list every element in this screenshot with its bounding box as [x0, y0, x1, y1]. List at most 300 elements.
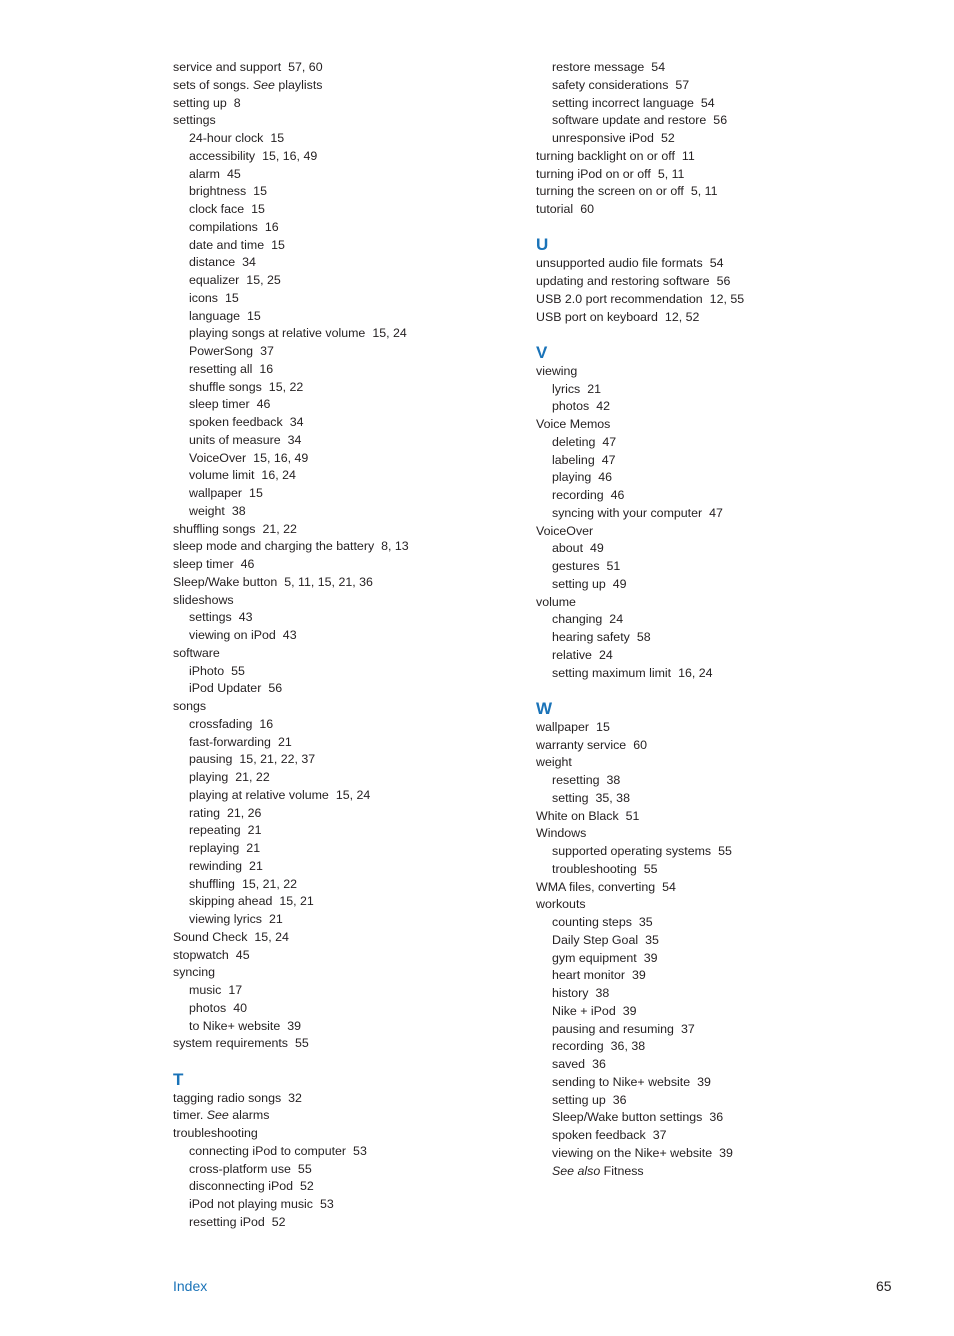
index-subentry	[536, 665, 866, 683]
page-references: 5, 11	[690, 184, 718, 199]
page-references: 15	[270, 131, 285, 145]
entry-term: tutorial	[536, 202, 574, 216]
entry-term: history	[552, 986, 589, 1000]
page-references: 21	[249, 858, 263, 873]
page-references: 56	[716, 274, 731, 288]
page-references: 15, 22	[268, 379, 304, 394]
entry-term: wallpaper	[189, 486, 243, 500]
entry-term: rating	[189, 805, 220, 820]
entry-term: warranty service	[536, 737, 627, 752]
index-subentry	[173, 219, 503, 237]
entry-term: setting incorrect language	[552, 95, 694, 110]
entry-term: viewing on the Nike+ website	[552, 1145, 713, 1160]
page-references: 39	[622, 1003, 637, 1018]
entry-term: viewing on iPod	[189, 628, 276, 642]
entry-term: 24-hour clock	[189, 131, 264, 145]
entry-term: syncing with your computer	[552, 505, 703, 520]
index-entry	[173, 1125, 503, 1143]
page-references: 21	[247, 823, 262, 838]
index-entry	[536, 523, 866, 541]
index-subentry	[536, 772, 866, 790]
page-references: 21	[246, 841, 261, 855]
entry-term: Voice Memos	[536, 417, 611, 431]
index-entry	[173, 112, 503, 130]
page-references: 16, 24	[678, 665, 713, 680]
entry-term: viewing lyrics	[189, 912, 262, 926]
page-number: 65	[876, 1278, 892, 1294]
entry-term: sleep timer	[189, 397, 250, 412]
entry-term: timer.	[173, 1108, 207, 1123]
index-subentry	[536, 1056, 866, 1074]
index-entry	[536, 719, 866, 737]
entry-term: turning iPod on or off	[536, 166, 651, 181]
page-references: 39	[287, 1018, 302, 1033]
page-references: 21	[277, 734, 292, 749]
entry-term: gym equipment	[552, 950, 637, 965]
page-references: 16, 24	[261, 468, 296, 483]
page-references: 45	[226, 166, 241, 181]
index-subentry	[536, 558, 866, 576]
index-entry	[173, 77, 503, 95]
entry-term: repeating	[189, 823, 241, 838]
entry-term: resetting iPod	[189, 1214, 265, 1229]
page-references: 51	[606, 559, 621, 573]
page-references: 39	[697, 1074, 711, 1089]
entry-term: Sound Check	[173, 929, 248, 944]
index-subentry	[536, 611, 866, 629]
index-subentry	[173, 396, 503, 414]
page-references: 34	[289, 415, 304, 429]
page-references: 45	[235, 947, 250, 962]
index-subentry	[536, 1092, 866, 1110]
index-subentry	[536, 967, 866, 985]
page-references: 15	[271, 237, 285, 252]
page-references: 56	[268, 681, 283, 696]
entry-term: setting up	[552, 576, 606, 591]
entry-term: weight	[536, 755, 572, 770]
entry-term: resetting	[552, 773, 600, 787]
index-entry	[173, 1035, 503, 1053]
index-subentry	[536, 452, 866, 470]
index-subentry	[173, 769, 503, 787]
entry-term: hearing safety	[552, 630, 630, 644]
index-subentry	[173, 609, 503, 627]
index-subentry	[536, 1038, 866, 1056]
footer-section-label: Index	[173, 1278, 208, 1294]
index-entry	[173, 947, 503, 965]
index-entry	[536, 291, 866, 309]
entry-term: pausing and resuming	[552, 1021, 674, 1036]
index-subentry	[536, 381, 866, 399]
index-entry	[173, 556, 503, 574]
index-subentry	[173, 201, 503, 219]
entry-term: tagging radio songs	[173, 1090, 282, 1105]
entry-term: White on Black	[536, 808, 619, 823]
page-references: 35	[638, 915, 653, 929]
entry-term: viewing	[536, 363, 578, 378]
index-subentry	[536, 487, 866, 505]
index-entry	[173, 95, 503, 113]
entry-term: clock face	[189, 202, 245, 216]
page-references: 15	[251, 202, 265, 216]
entry-term: date and time	[189, 237, 265, 252]
entry-term: to Nike+ website	[189, 1018, 281, 1033]
index-subentry	[173, 485, 503, 503]
index-subentry	[536, 914, 866, 932]
entry-term: about	[552, 541, 584, 556]
entry-term: turning backlight on or off	[536, 148, 675, 163]
page-references: 37	[652, 1128, 667, 1142]
index-column-right	[536, 59, 866, 1180]
index-subentry	[173, 361, 503, 379]
index-subentry	[173, 822, 503, 840]
page-references: 15, 24	[254, 929, 289, 944]
page-references: 16	[259, 361, 274, 376]
entry-term: updating and restoring software	[536, 274, 710, 288]
entry-term: shuffling songs	[173, 521, 256, 536]
page-references: 46	[598, 470, 613, 485]
index-subentry	[173, 254, 503, 272]
index-entry	[536, 594, 866, 612]
entry-term: unresponsive iPod	[552, 131, 654, 145]
page-references: 54	[709, 256, 724, 271]
page-references: 38	[606, 773, 621, 787]
entry-term: Windows	[536, 826, 587, 841]
page-references: 15, 16, 49	[262, 148, 318, 163]
page-references: 39	[719, 1145, 733, 1160]
page-references: 60	[580, 202, 594, 216]
page-references: 34	[242, 255, 256, 270]
index-subentry	[173, 911, 503, 929]
entry-term: troubleshooting	[552, 861, 637, 876]
entry-term: changing	[552, 612, 603, 627]
entry-term: Sleep/Wake button	[173, 574, 278, 589]
index-subentry	[173, 467, 503, 485]
index-entry	[173, 59, 503, 77]
page-references: 46	[256, 397, 271, 412]
entry-term: crossfading	[189, 716, 253, 731]
entry-term: troubleshooting	[173, 1126, 258, 1140]
page-references: 38	[595, 986, 610, 1000]
page-references: 49	[590, 541, 604, 556]
entry-term: distance	[189, 255, 236, 270]
page-references: 39	[643, 950, 658, 965]
entry-term: playing	[189, 770, 229, 784]
index-subentry	[173, 858, 503, 876]
page-references: 55	[297, 1161, 312, 1176]
page-references: 15	[249, 486, 263, 500]
entry-term: setting up	[173, 95, 227, 110]
page-references: 21	[268, 912, 283, 926]
entry-term: iPod Updater	[189, 681, 262, 696]
entry-term: safety considerations	[552, 77, 669, 92]
index-column-left	[173, 59, 503, 1232]
cross-reference-target: alarms	[228, 1108, 270, 1123]
index-entry	[536, 754, 866, 772]
entry-term: iPod not playing music	[189, 1197, 313, 1211]
page-references: 15, 16, 49	[253, 450, 309, 465]
page-references: 16	[264, 219, 279, 234]
entry-term: wallpaper	[536, 719, 590, 734]
index-subentry	[173, 751, 503, 769]
index-entry	[536, 363, 866, 381]
entry-term: recording	[552, 488, 604, 502]
entry-term: VoiceOver	[536, 523, 594, 538]
page-references: 24	[609, 612, 624, 627]
index-subentry	[173, 787, 503, 805]
entry-term: setting	[552, 790, 589, 805]
entry-term: USB 2.0 port recommendation	[536, 291, 703, 306]
page-references: 15	[224, 290, 239, 305]
entry-term: language	[189, 308, 240, 323]
index-subentry	[536, 629, 866, 647]
index-subentry	[173, 414, 503, 432]
entry-term: supported operating systems	[552, 844, 712, 858]
entry-term: restore message	[552, 60, 645, 74]
page-references: 8	[233, 95, 241, 110]
cross-reference-label: See	[206, 1108, 229, 1123]
index-subentry	[173, 183, 503, 201]
page-references: 15	[253, 184, 267, 199]
page-references: 12, 55	[709, 291, 745, 306]
index-entry	[173, 964, 503, 982]
entry-term: sleep mode and charging the battery	[173, 539, 375, 554]
entry-term: brightness	[189, 184, 247, 199]
entry-term: photos	[552, 399, 590, 414]
entry-term: software update and restore	[552, 113, 707, 128]
page-references: 54	[700, 95, 715, 110]
index-entry	[536, 808, 866, 826]
index-subentry	[173, 893, 503, 911]
page-references: 34	[287, 432, 302, 447]
entry-term: compilations	[189, 219, 258, 234]
page-references: 55	[295, 1036, 309, 1051]
entry-term: connecting iPod to computer	[189, 1143, 347, 1158]
entry-term: volume	[536, 594, 576, 609]
entry-term: Daily Step Goal	[552, 932, 639, 947]
entry-term: music	[189, 983, 222, 997]
entry-term: spoken feedback	[189, 415, 283, 429]
entry-term: replaying	[189, 841, 240, 855]
entry-term: workouts	[536, 897, 586, 912]
index-subentry	[536, 434, 866, 452]
page-references: 21	[587, 381, 602, 396]
index-subentry	[536, 469, 866, 487]
entry-term: disconnecting iPod	[189, 1179, 294, 1194]
page-references: 47	[709, 505, 723, 520]
page-references: 38	[231, 503, 246, 518]
page-references: 32	[288, 1090, 302, 1105]
index-subentry	[173, 1000, 503, 1018]
index-entry	[536, 183, 866, 201]
section-letter-heading: U	[536, 235, 549, 255]
page-references: 16	[259, 716, 274, 731]
entry-term: equalizer	[189, 273, 240, 287]
page-references: 43	[282, 628, 297, 642]
index-subentry	[173, 734, 503, 752]
index-subentry	[536, 540, 866, 558]
index-entry	[173, 1107, 503, 1125]
entry-term: songs	[173, 699, 207, 713]
index-subentry	[536, 1145, 866, 1163]
page-references: 36	[709, 1110, 724, 1125]
entry-term: heart monitor	[552, 968, 626, 983]
index-subentry	[173, 148, 503, 166]
page-references: 21, 22	[235, 770, 270, 784]
index-subentry	[173, 982, 503, 1000]
page-references: 43	[238, 610, 253, 625]
entry-term: PowerSong	[189, 344, 254, 358]
index-subentry	[536, 843, 866, 861]
index-subentry	[173, 325, 503, 343]
page-references: 11	[681, 148, 695, 163]
page-references: 12, 52	[664, 309, 700, 324]
index-subentry	[536, 1003, 866, 1021]
page-references: 15, 21, 22	[241, 876, 298, 891]
cross-reference-target: Fitness	[600, 1163, 644, 1178]
index-entry	[173, 1090, 503, 1108]
page-references: 15, 24	[335, 787, 371, 802]
index-entry	[173, 538, 503, 556]
index-subentry	[173, 290, 503, 308]
page-references: 54	[662, 879, 676, 894]
page-references: 52	[660, 131, 675, 145]
index-subentry	[536, 95, 866, 113]
page-references: 5, 11	[657, 166, 685, 181]
entry-term: fast-forwarding	[189, 734, 271, 749]
entry-term: stopwatch	[173, 947, 229, 962]
index-subentry	[536, 112, 866, 130]
page-references: 46	[610, 488, 625, 502]
entry-term: slideshows	[173, 592, 234, 607]
index-subentry	[173, 166, 503, 184]
cross-reference-label: See	[252, 77, 275, 92]
entry-term: Sleep/Wake button settings	[552, 1110, 703, 1125]
entry-term: system requirements	[173, 1036, 288, 1051]
index-subentry	[536, 790, 866, 808]
cross-reference-target: playlists	[274, 77, 323, 92]
page-references: 36, 38	[610, 1039, 646, 1054]
page-references: 55	[643, 861, 658, 876]
page-references: 51	[625, 808, 640, 823]
page-references: 5, 11, 15, 21, 36	[284, 574, 373, 589]
index-entry	[536, 148, 866, 166]
section-letter-heading: T	[173, 1069, 184, 1089]
index-entry	[536, 309, 866, 327]
page-references: 57, 60	[288, 60, 323, 74]
page-references: 37	[260, 344, 274, 358]
index-subentry	[536, 1021, 866, 1039]
page-references: 52	[271, 1214, 286, 1229]
page-references: 54	[651, 60, 666, 74]
index-subentry	[536, 1109, 866, 1127]
section-letter-heading: V	[536, 342, 548, 362]
entry-term: lyrics	[552, 381, 581, 396]
entry-term: sending to Nike+ website	[552, 1074, 691, 1089]
page-references: 24	[598, 647, 613, 662]
page-references: 42	[596, 399, 610, 414]
entry-term: software	[173, 645, 220, 660]
entry-term: saved	[552, 1057, 586, 1071]
entry-term: syncing	[173, 965, 216, 980]
index-subentry	[173, 716, 503, 734]
index-subentry	[173, 680, 503, 698]
page-references: 49	[612, 576, 627, 591]
entry-term: service and support	[173, 60, 282, 74]
page-references: 40	[233, 1000, 247, 1015]
index-subentry	[173, 1143, 503, 1161]
entry-term: settings	[189, 610, 232, 625]
entry-term: volume limit	[189, 468, 255, 483]
entry-term: playing songs at relative volume	[189, 326, 366, 341]
entry-term: sleep timer	[173, 557, 234, 571]
entry-term: playing	[552, 470, 592, 485]
entry-term: skipping ahead	[189, 894, 273, 909]
page-references: 56	[713, 113, 728, 128]
index-subentry	[173, 432, 503, 450]
page-references: 8, 13	[381, 539, 409, 554]
entry-term: sets of songs.	[173, 77, 253, 92]
index-entry	[536, 825, 866, 843]
index-entry	[173, 592, 503, 610]
page-references: 15	[596, 719, 610, 734]
index-subentry	[536, 59, 866, 77]
page-references: 21, 22	[262, 521, 297, 536]
entry-term: weight	[189, 503, 225, 518]
page-references: 39	[632, 968, 646, 983]
page-references: 37	[680, 1021, 695, 1036]
index-entry	[173, 929, 503, 947]
index-entry	[536, 255, 866, 273]
page-references: 21, 26	[227, 805, 262, 820]
entry-term: icons	[189, 290, 218, 305]
page-references: 17	[228, 983, 243, 997]
index-subentry	[536, 932, 866, 950]
index-entry	[536, 201, 866, 219]
page-references: 15, 24	[372, 326, 407, 341]
entry-term: setting up	[552, 1092, 606, 1107]
entry-term: shuffle songs	[189, 379, 262, 394]
index-subentry	[173, 805, 503, 823]
index-subentry	[536, 950, 866, 968]
cross-reference-label: See also	[552, 1163, 601, 1178]
entry-term: Nike + iPod	[552, 1003, 616, 1018]
entry-term: labeling	[552, 452, 595, 467]
index-subentry	[536, 130, 866, 148]
index-entry	[173, 698, 503, 716]
page-references: 58	[636, 630, 651, 644]
index-subentry	[173, 1178, 503, 1196]
index-subentry	[536, 505, 866, 523]
index-subentry	[173, 1196, 503, 1214]
index-subentry	[173, 343, 503, 361]
index-subentry	[536, 1074, 866, 1092]
entry-term: relative	[552, 647, 592, 662]
index-subentry	[173, 379, 503, 397]
index-entry	[536, 416, 866, 434]
entry-term: gestures	[552, 559, 600, 573]
index-subentry	[536, 77, 866, 95]
page-references: 15, 21, 22, 37	[239, 752, 316, 767]
index-subentry	[536, 576, 866, 594]
page-references: 55	[718, 844, 732, 858]
page-references: 53	[319, 1197, 334, 1211]
index-subentry	[173, 1018, 503, 1036]
entry-term: settings	[173, 113, 216, 128]
index-subentry	[173, 450, 503, 468]
index-subentry	[536, 861, 866, 879]
index-subentry	[173, 237, 503, 255]
